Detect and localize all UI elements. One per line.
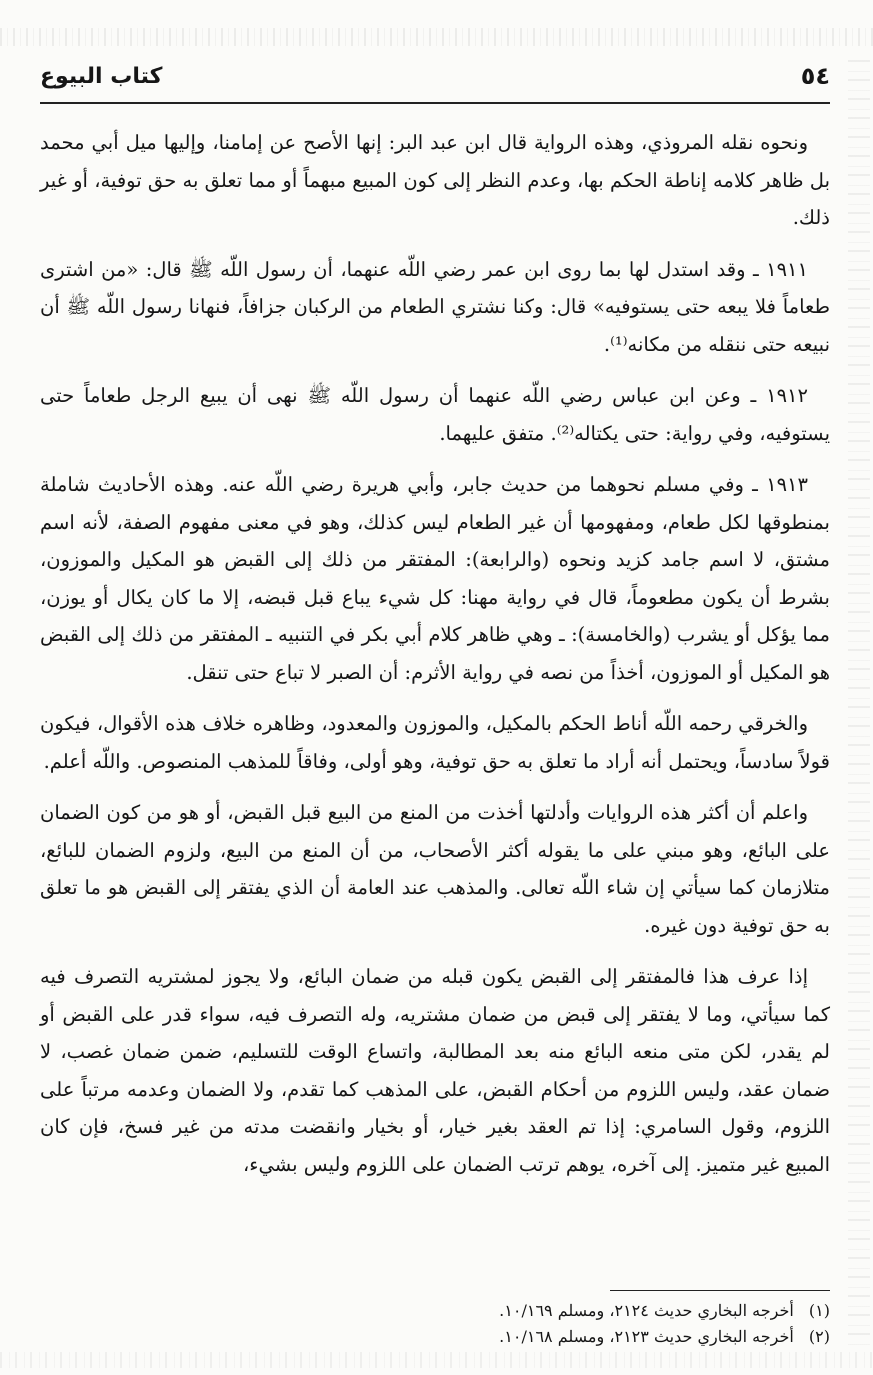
chapter-title: كتاب البيوع xyxy=(40,64,163,89)
paragraph-4: ١٩١٣ ـ وفي مسلم نحوهما من حديث جابر، وأبي هريرة رضي اللّه عنه. وهذه الأحاديث شاملة بمنطوقها لكل طعام، ومفهومها أن غير الطعام ليس كذلك، وهو في معنى مفهوم الصفة، لأنه اسم مشتق، لا اسم جامد كزيد ونحوه (والرابعة): المفتقر من ذلك إلى القبض هو المكيل والموزون، بشرط أن يكون مطعوماً، قال في رواية مهنا: كل شيء يباع قبل قبضه، إلا ما كان يكال أو يوزن، مما يؤكل أو يشرب (والخامسة): ـ وهي ظاهر كلام أبي بكر في التنبيه ـ المفتقر من ذلك إلى القبض هو المكيل أو الموزون، أخذاً من نصه في رواية الأثرم: أن الصبر لا تباع حتى تنقل. xyxy=(40,473,830,684)
scan-noise-top xyxy=(0,28,873,46)
page-header xyxy=(40,62,830,104)
paragraph-1: ونحوه نقله المروذي، وهذه الرواية قال ابن عبد البر: إنها الأصح عن إمامنا، وإليها ميل أبي محمد بل ظاهر كلامه إناطة الحكم بها، وعدم النظر إلى كون المبيع مبهماً أو مما تعلق به حق توفية، أو غير ذلك. xyxy=(40,131,830,229)
scan-noise-right xyxy=(848,60,870,1350)
paragraph-5: والخرقي رحمه اللّه أناط الحكم بالمكيل، والموزون والمعدود، وظاهره خلاف هذه الأقوال، فيكون قولاً سادساً، ويحتمل أنه أراد ما تعلق به حق توفية، وهو أولى، وفاقاً للمذهب المنصوص. واللّه أعلم. xyxy=(40,712,830,773)
paragraph-2: ١٩١١ ـ وقد استدل لها بما روى ابن عمر رضي اللّه عنهما، أن رسول اللّه ﷺ قال: «من اشترى طعاماً فلا يبعه حتى يستوفيه» قال: وكنا نشتري الطعام من الركبان جزافاً، فنهانا رسول اللّه ﷺ أن نبيعه حتى ننقله من مكانه⁽¹⁾. xyxy=(40,257,830,356)
scan-noise-bottom xyxy=(0,1352,873,1368)
footnote-1 xyxy=(40,1298,830,1324)
footnote-divider xyxy=(610,1290,830,1291)
footnote-2 xyxy=(40,1324,830,1350)
footnotes xyxy=(40,1298,830,1350)
footnote-1-number: (١) xyxy=(808,1301,830,1320)
paragraph-3: ١٩١٢ ـ وعن ابن عباس رضي اللّه عنهما أن رسول اللّه ﷺ نهى أن يبيع الرجل طعاماً حتى يستوفيه، وفي رواية: حتى يكتاله⁽²⁾. متفق عليهما. xyxy=(40,384,830,445)
footnote-2-number: (٢) xyxy=(808,1327,830,1346)
paragraph-7: إذا عرف هذا فالمفتقر إلى القبض يكون قبله من ضمان البائع، ولا يجوز لمشتريه التصرف فيه كما سيأتي، وما لا يفتقر إلى قبض من ضمان مشتريه، وله التصرف فيه، سواء قدر على القبض أو لم يقدر، لكن متى منعه البائع منه بعد المطالبة، واتساع الوقت للتسليم، ضمن ضمان غصب، لا ضمان عقد، وليس اللزوم من أحكام القبض، على المذهب كما تقدم، ولا الضمان وعدمه مرتباً على اللزوم، وقول السامري: إذا تم العقد بغير خيار، أو بخيار وانقضت مدته من غير فسخ، فإن كان المبيع غير متميز. إلى آخره، يوهم ترتب الضمان على اللزوم وليس بشيء، xyxy=(40,965,830,1176)
page-body xyxy=(40,124,830,1197)
paragraph-6: واعلم أن أكثر هذه الروايات وأدلتها أخذت من المنع من البيع قبل القبض، أو هو من كون الضمان على البائع، وهو مبني على ما يقوله أكثر الأصحاب، من أن المنع من البيع، ولزوم الضمان للبائع، متلازمان كما سيأتي إن شاء اللّه تعالى. والمذهب عند العامة أن الذي يفتقر إلى القبض هو ما تعلق به حق توفية دون غيره. xyxy=(40,801,830,937)
footnote-2-text: أخرجه البخاري حديث ٢١٢٣، ومسلم ١٠/١٦٨. xyxy=(499,1327,794,1346)
footnote-1-text: أخرجه البخاري حديث ٢١٢٤، ومسلم ١٠/١٦٩. xyxy=(499,1301,794,1320)
page-number: ٥٤ xyxy=(800,62,830,90)
